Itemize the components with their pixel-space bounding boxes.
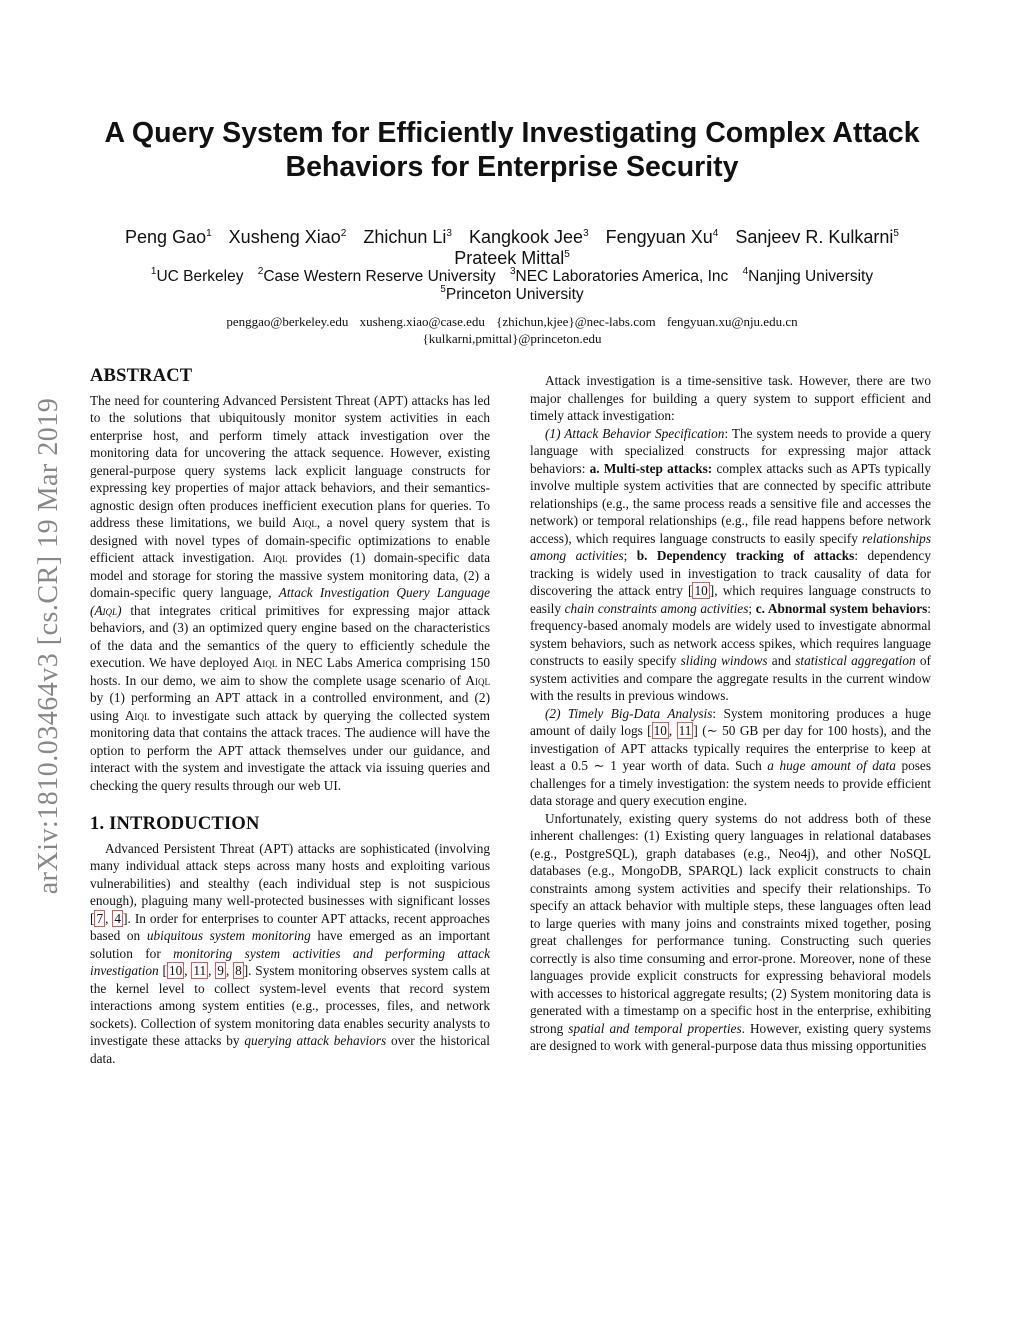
paragraph: Attack investigation is a time-sensitive task. However, there are two major challenges for building a query system to support efficient and timely attack investigation: <box>530 373 931 423</box>
abstract-body: The need for countering Advanced Persistent Threat (APT) attacks has led to the solutions that ubiquitously monitor system activities in each enterprise host, and perform timely attack investigation over the monitoring data for uncovering the attack sequence. However, existing general-purpose query systems lack explicit language constructs for expressing key properties of major attack behaviors, and their semantics-agnostic design often produces inefficient execution plans for queries. To address these limitations, we build Aiql, a novel query system that is designed with novel types of domain-specific optimizations to enable efficient attack investigation. Aiql provides (1) domain-specific data model and storage for storing the massive system monitoring data, (2) a domain-specific query language, Attack Investigation Query Language (Aiql) that integrates critical primitives for expressing major attack behaviors, and (3) an optimized query engine based on the characteristics of the data and the semantics of the query to efficiently schedule the execution. We have deployed Aiql in NEC Labs America comprising 150 hosts. In our demo, we aim to show the complete usage scenario of Aiql by (1) performing an APT attack in a controlled environment, and (2) using Aiql to investigate such attack by querying the collected system monitoring data that contains the attack traces. The audience will have the option to perform the APT attack themselves under our guidance, and interact with the system and investigate the attack via issuing queries and checking the query results through our web UI. <box>90 392 491 793</box>
author-list <box>60 227 964 269</box>
affiliation: $^4$Nanjing University <box>742 266 874 285</box>
citation-link[interactable]: 7 <box>96 910 104 926</box>
email: penggao@berkeley.edu <box>226 314 349 329</box>
author: Prateek Mittal$^5$ <box>454 248 570 268</box>
affiliation: $^5$Princeton University <box>440 284 584 303</box>
email: fengyuan.xu@nju.edu.cn <box>666 314 798 329</box>
right-column <box>530 372 931 1055</box>
citation-link[interactable]: 10 <box>653 723 667 738</box>
paragraph: Unfortunately, existing query systems do not address both of these inherent challenges: (1) Existing query languages in relational databases (e.g., PostgreSQL), graph databases (e.g., Neo4j), and other NoSQL databases (e.g., MongoDB, SPARQL) lack explicit constructs to chain constraints among system activities and specify their relationships. To specify an attack behavior with multiple steps, these languages often lead to large queries with many joins and constraints mixed together, posing great challenges for performance tuning. Constructing such queries correctly is also time consuming and error-prone. Moreover, none of these languages provide explicit constructs for expressing behavioral models with accesses to historical aggregate results; (2) System monitoring data is generated with a timestamp on a specific host in the enterprise, exhibiting strong spatial and temporal properties. However, existing query systems are designed to work with general-purpose data thus missing opportunities <box>530 810 931 1053</box>
email-list <box>60 313 964 347</box>
author: Fengyuan Xu$^4$ <box>605 227 719 247</box>
author: Xusheng Xiao$^2$ <box>228 227 347 247</box>
affiliation-list <box>60 268 964 304</box>
citation-link[interactable]: 8 <box>235 963 242 978</box>
citation-link[interactable]: 11 <box>193 963 207 978</box>
paper-title: A Query System for Efficiently Investigating Complex Attack Behaviors for Enterprise Security <box>104 117 920 183</box>
author: Peng Gao$^1$ <box>125 227 212 247</box>
intro-heading: 1. INTRODUCTION <box>90 814 260 834</box>
intro-body: Advanced Persistent Threat (APT) attacks are sophisticated (involving many individual attack steps across many hosts and exploiting various vulnerabilities) and stealthy (each individual step is not suspicious enough), plaguing many well-protected businesses with significant losses [ 7 , 4 ]. In order for enterprises to counter APT attacks, recent approaches based on ubiquitous system monitoring have emerged as an important solution for monitoring system activities and performing attack investigation [ 10 , 11 , 9 , 8 ]. System monitoring observes system calls at the kernel level to collect system-level events that record system interactions among system entities (e.g., processes, files, and network sockets). Collection of system monitoring data enables security analysts to investigate these attacks by querying attack behaviors over the historical data. <box>90 840 491 1066</box>
email: {kulkarni,pmittal}@princeton.edu <box>422 331 602 346</box>
citation-link[interactable]: 4 <box>114 910 122 926</box>
affiliation: $^1$UC Berkeley <box>150 266 244 285</box>
paragraph: (2) Timely Big-Data Analysis: System monitoring produces a huge amount of daily logs [ 10 , 11 ] (∼ 50 GB per day for 100 hosts), and the investigation of APT attacks typically requires the enterprise to keep at least a 0.5 ∼ 1 year worth of data. Such a huge amount of data poses challenges for a timely investigation: the system needs to provide efficient data storage and query execution engine. <box>530 705 932 808</box>
citation-link[interactable]: 9 <box>217 963 224 978</box>
email: xusheng.xiao@case.edu <box>359 314 485 329</box>
author: Sanjeev R. Kulkarni$^5$ <box>735 227 899 247</box>
paragraph: (1) Attack Behavior Specification: The system needs to provide a query language with specialized constructs for expressing major attack behaviors: a. Multi-step attacks: complex attacks such as APTs typically involve multiple system activities that are connected by specific attribute relationships (e.g., the same process reads a sensitive file and accesses the network) or temporal relationships (e.g., file read happens before network access), which requires language constructs to easily specify relationships among activities; b. Dependency tracking of attacks: dependency tracking is widely used in investigation to track causality of data for discovering the attack entry [ 10 ], which requires language constructs to easily chain constraints among activities; c. Abnormal system behaviors: frequency-based anomaly models are widely used to investigate abnormal system behaviors, such as network access spikes, which requires language constructs to easily specify sliding windows and statistical aggregation of system activities and compare the aggregate results in the current window with the results in previous windows. <box>530 425 932 703</box>
citation-link[interactable]: 10 <box>694 583 708 598</box>
abstract-heading: ABSTRACT <box>90 366 193 386</box>
affiliation: $^2$Case Western Reserve University <box>257 266 496 285</box>
author: Zhichun Li$^3$ <box>363 227 452 247</box>
citation-link[interactable]: 11 <box>678 723 692 738</box>
affiliation: $^3$NEC Laboratories America, Inc <box>509 266 729 285</box>
author: Kangkook Jee$^3$ <box>468 227 589 247</box>
arxiv-id: arXiv:1810.03464v3 [cs.CR] 19 Mar 2019 <box>33 397 64 895</box>
left-column <box>90 368 490 1067</box>
email: {zhichun,kjee}@nec-labs.com <box>496 314 656 329</box>
citation-link[interactable]: 10 <box>168 963 183 978</box>
